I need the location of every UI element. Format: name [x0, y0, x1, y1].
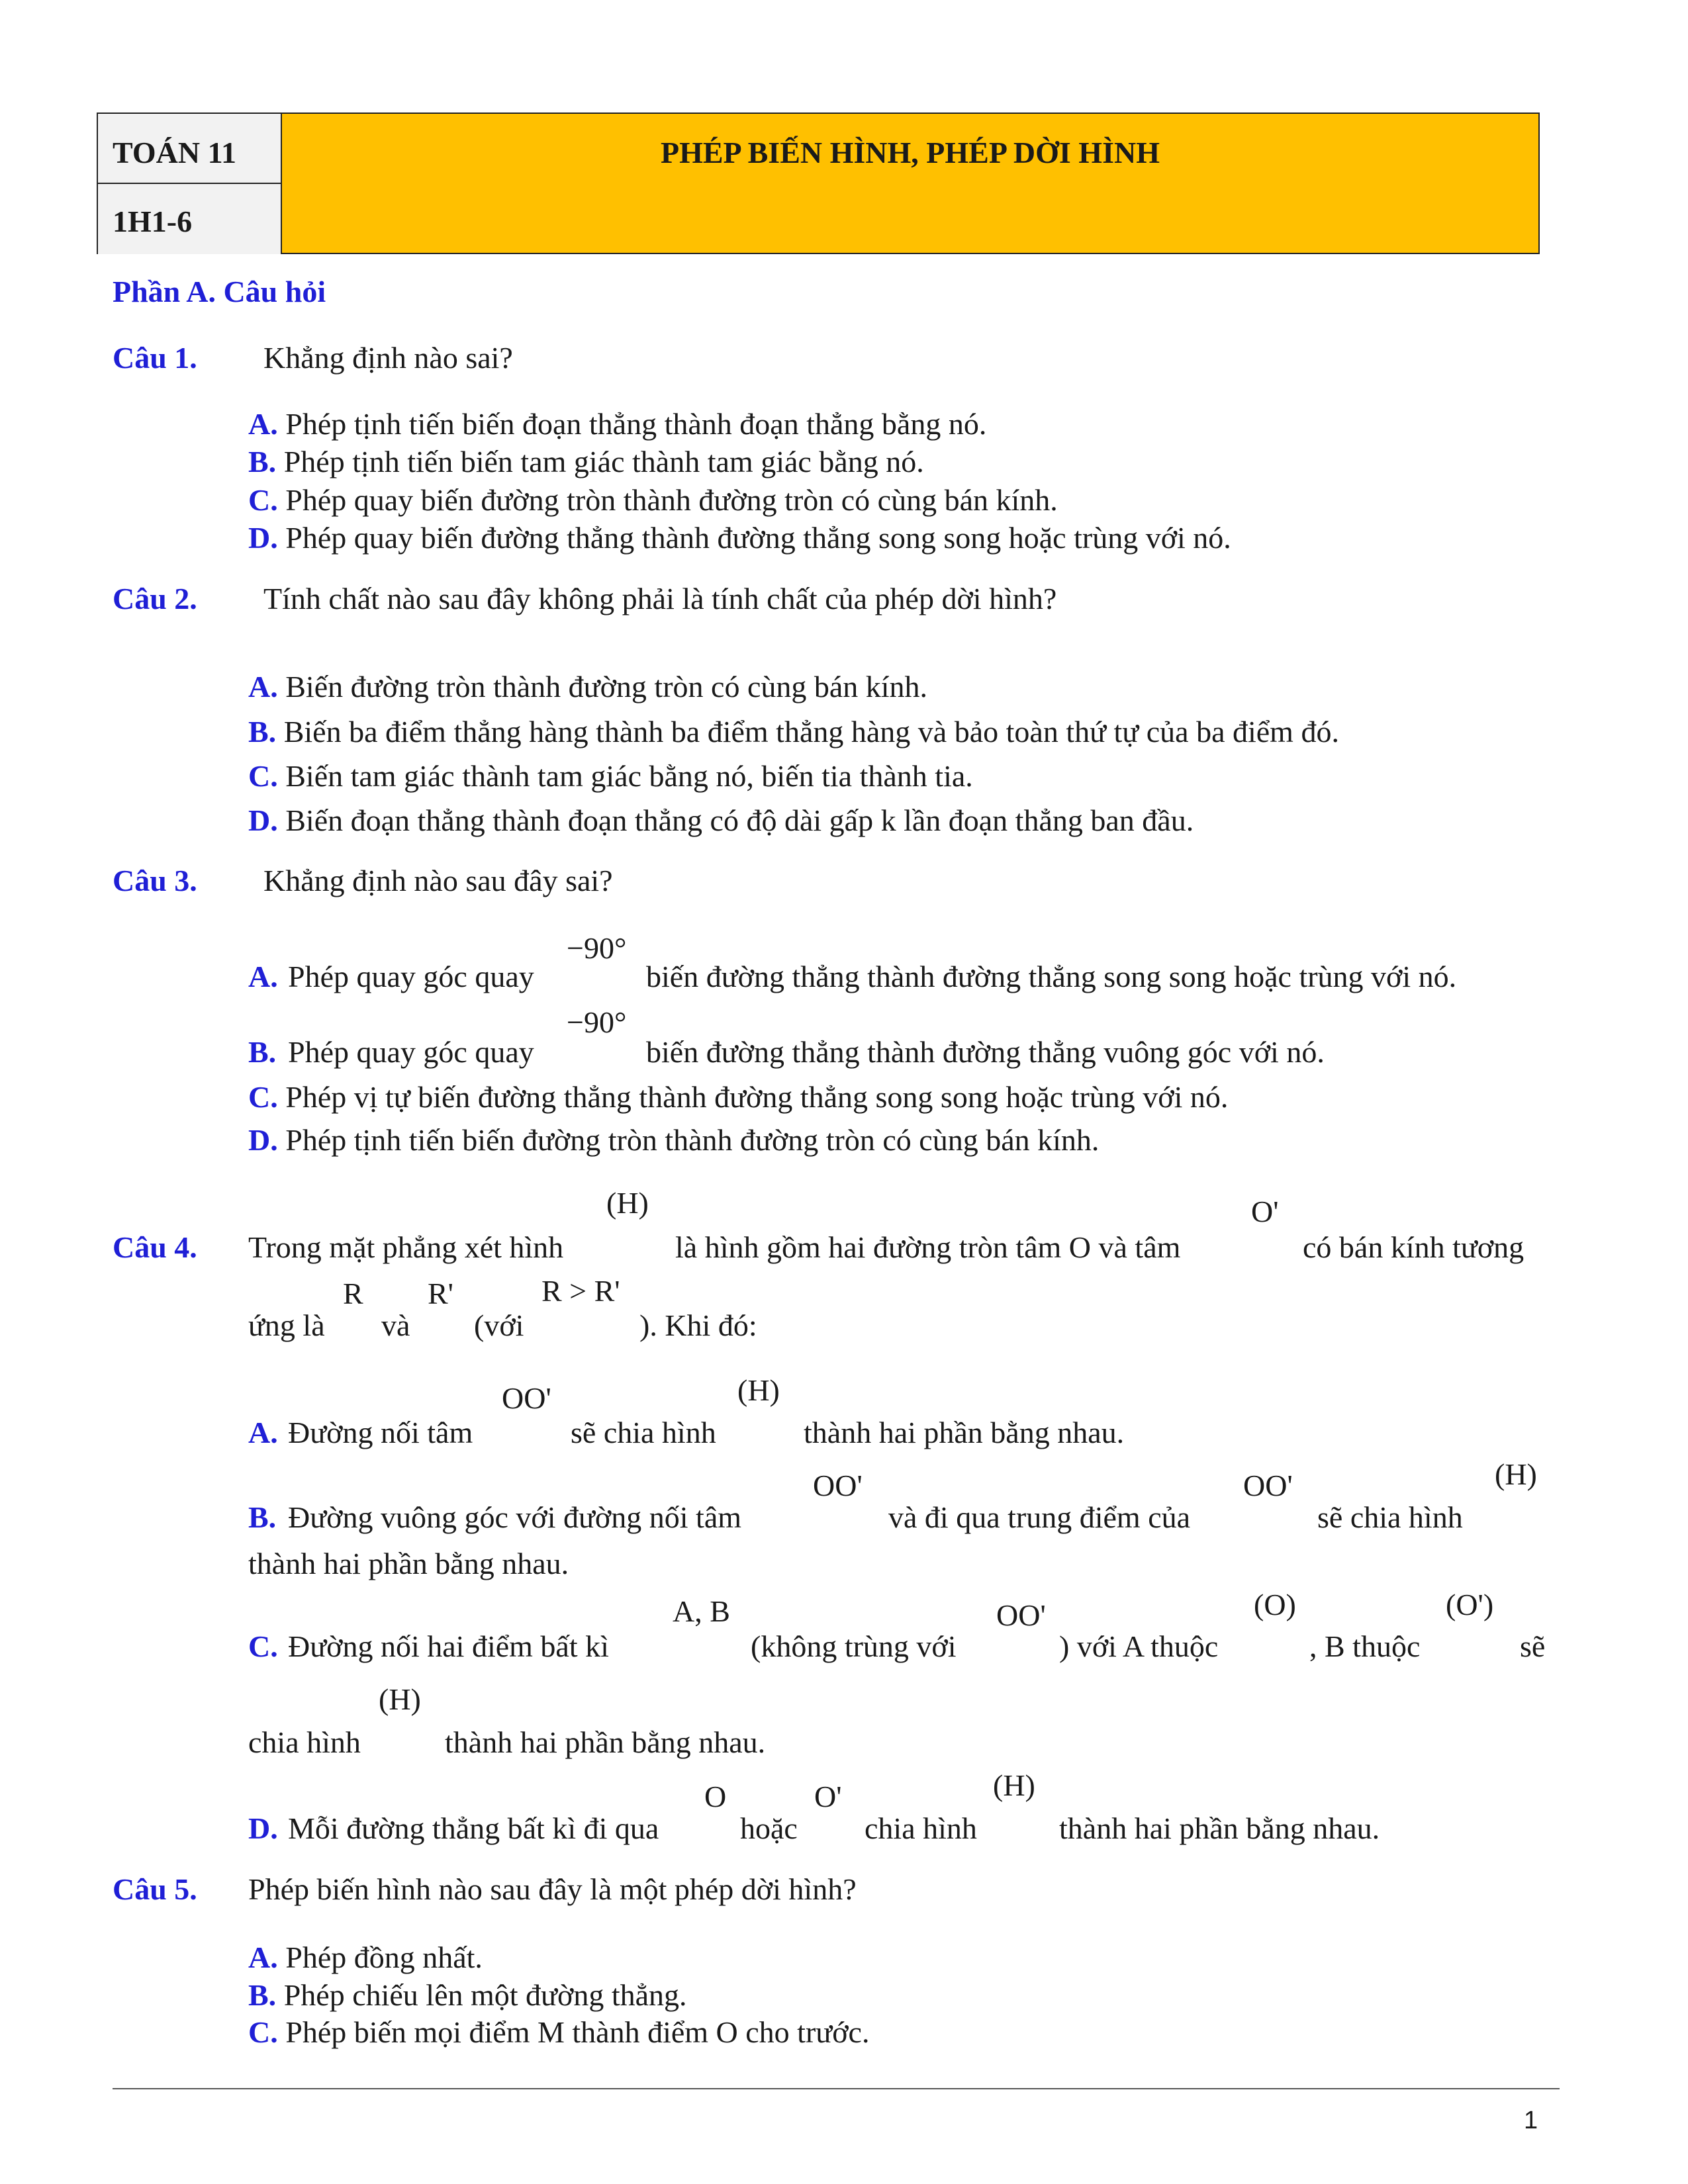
page-title: PHÉP BIẾN HÌNH, PHÉP DỜI HÌNH: [661, 136, 1160, 169]
question-2-option-a: A. Biến đường tròn thành đường tròn có cùng bán kính.: [248, 670, 928, 704]
question-5-label: Câu 5.: [113, 1872, 197, 1906]
question-2-option-d: D. Biến đoạn thẳng thành đoạn thẳng có độ dài gấp k lần đoạn thẳng ban đầu.: [248, 803, 1194, 837]
question-2-option-c: C. Biến tam giác thành tam giác bằng nó, biến tia thành tia.: [248, 759, 973, 793]
angle-math: −90°: [567, 931, 627, 965]
question-2-label: Câu 2.: [113, 582, 197, 615]
header-table: [97, 113, 1540, 254]
subject-label: TOÁN 11: [113, 136, 237, 169]
footer-divider: [113, 2088, 1560, 2089]
question-1-option-b: B. Phép tịnh tiến biến tam giác thành tam giác bằng nó.: [248, 445, 924, 478]
angle-math: −90°: [567, 1005, 627, 1039]
question-3-option-c: C. Phép vị tự biến đường thẳng thành đường thẳng song song hoặc trùng với nó.: [248, 1080, 1229, 1114]
question-3-label: Câu 3.: [113, 864, 197, 897]
question-5-text: Phép biến hình nào sau đây là một phép dời hình?: [248, 1872, 857, 1906]
question-1-option-c: C. Phép quay biến đường tròn thành đường tròn có cùng bán kính.: [248, 483, 1058, 517]
question-5-option-a: A. Phép đồng nhất.: [248, 1940, 483, 1974]
code-cell: [98, 184, 282, 254]
question-2-option-b: B. Biến ba điểm thẳng hàng thành ba điểm thẳng hàng và bảo toàn thứ tự của ba điểm đó.: [248, 715, 1339, 749]
subject-cell: [98, 114, 282, 184]
section-title: Phần A. Câu hỏi: [113, 275, 326, 308]
question-4-label: Câu 4.: [113, 1230, 197, 1264]
question-5-option-b: B. Phép chiếu lên một đường thẳng.: [248, 1978, 687, 2012]
question-2-text: Tính chất nào sau đây không phải là tính chất của phép dời hình?: [263, 582, 1057, 615]
question-1-option-a: A. Phép tịnh tiến biến đoạn thẳng thành đoạn thẳng bằng nó.: [248, 407, 987, 441]
question-3-text: Khẳng định nào sau đây sai?: [263, 864, 613, 897]
question-1-option-d: D. Phép quay biến đường thẳng thành đường thẳng song song hoặc trùng với nó.: [248, 521, 1231, 555]
page-number: 1: [1524, 2107, 1538, 2134]
question-1-text: Khẳng định nào sai?: [263, 341, 513, 375]
question-3-option-d: D. Phép tịnh tiến biến đường tròn thành đường tròn có cùng bán kính.: [248, 1123, 1100, 1157]
question-1-label: Câu 1.: [113, 341, 197, 375]
code-label: 1H1-6: [113, 205, 193, 238]
question-5-option-c: C. Phép biến mọi điểm M thành điểm O cho trước.: [248, 2015, 870, 2049]
title-cell: [282, 114, 1538, 253]
